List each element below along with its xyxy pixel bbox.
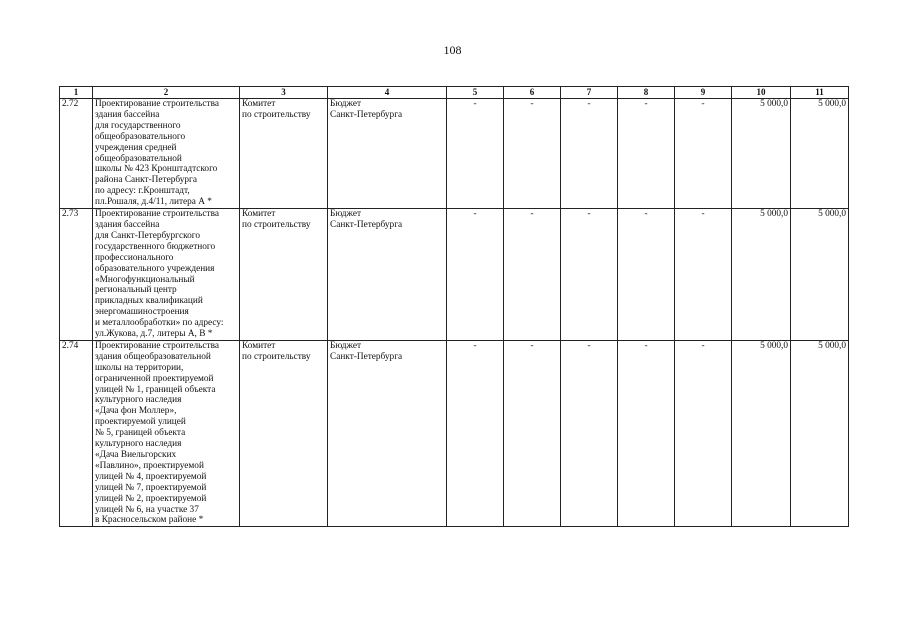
column-header: 6 bbox=[504, 87, 561, 99]
project-name: Проектирование строительства здания бассейна для Санкт-Петербургского государственного бюджетного профессионального образовательного учреждения «Многофункциональный региональный центр прикладных квалификаций энергомашиностроения и металлообработки» по адресу: ул.Жукова, д.7, литеры А, В * bbox=[93, 209, 240, 341]
column-header: 1 bbox=[60, 87, 93, 99]
total-cell: 5 000,0 bbox=[791, 99, 849, 209]
value-cell: - bbox=[675, 99, 732, 209]
value-cell: 5 000,0 bbox=[732, 99, 791, 209]
column-header: 11 bbox=[791, 87, 849, 99]
value-cell: - bbox=[504, 209, 561, 341]
table-row bbox=[60, 209, 849, 341]
value-cell: - bbox=[618, 99, 675, 209]
value-cell: 5 000,0 bbox=[732, 340, 791, 526]
page-number: 108 bbox=[443, 43, 462, 57]
column-header: 3 bbox=[240, 87, 328, 99]
value-cell: - bbox=[504, 340, 561, 526]
funding-source: Бюджет Санкт-Петербурга bbox=[328, 340, 447, 526]
value-cell: - bbox=[447, 209, 504, 341]
value-cell: - bbox=[675, 209, 732, 341]
column-header: 10 bbox=[732, 87, 791, 99]
value-cell: - bbox=[618, 209, 675, 341]
column-header: 4 bbox=[328, 87, 447, 99]
column-header: 9 bbox=[675, 87, 732, 99]
funding-source: Бюджет Санкт-Петербурга bbox=[328, 209, 447, 341]
value-cell: - bbox=[447, 340, 504, 526]
column-header: 8 bbox=[618, 87, 675, 99]
value-cell: - bbox=[504, 99, 561, 209]
row-number: 2.72 bbox=[60, 99, 93, 209]
value-cell: - bbox=[561, 99, 618, 209]
value-cell: - bbox=[618, 340, 675, 526]
row-number: 2.73 bbox=[60, 209, 93, 341]
value-cell: 5 000,0 bbox=[732, 209, 791, 341]
column-header: 2 bbox=[93, 87, 240, 99]
value-cell: - bbox=[561, 340, 618, 526]
funding-source: Бюджет Санкт-Петербурга bbox=[328, 99, 447, 209]
total-cell: 5 000,0 bbox=[791, 209, 849, 341]
column-header: 7 bbox=[561, 87, 618, 99]
column-header: 5 bbox=[447, 87, 504, 99]
header-row bbox=[60, 87, 849, 99]
budget-table bbox=[59, 86, 849, 527]
value-cell: - bbox=[675, 340, 732, 526]
executor: Комитет по строительству bbox=[240, 340, 328, 526]
row-number: 2.74 bbox=[60, 340, 93, 526]
project-name: Проектирование строительства здания общеобразовательной школы на территории, ограниченной проектируемой улицей № 1, границей объекта культурного наследия «Дача фон Моллер», проектируемой улицей № 5, границей объекта культурного наследия «Дача Виельгорских «Павлино», проектируемой улицей № 4, проектируемой улицей № 7, проектируемой улицей № 2, проектируемой улицей № 6, на участке 37 в Красносельском районе * bbox=[93, 340, 240, 526]
total-cell: 5 000,0 bbox=[791, 340, 849, 526]
table-row bbox=[60, 340, 849, 526]
executor: Комитет по строительству bbox=[240, 209, 328, 341]
project-name: Проектирование строительства здания бассейна для государственного общеобразовательного учреждения средней общеобразовательной школы № 423 Кронштадтского района Санкт-Петербурга по адресу: г.Кронштадт, пл.Рошаля, д.4/11, литера А * bbox=[93, 99, 240, 209]
table-row bbox=[60, 99, 849, 209]
value-cell: - bbox=[447, 99, 504, 209]
value-cell: - bbox=[561, 209, 618, 341]
executor: Комитет по строительству bbox=[240, 99, 328, 209]
